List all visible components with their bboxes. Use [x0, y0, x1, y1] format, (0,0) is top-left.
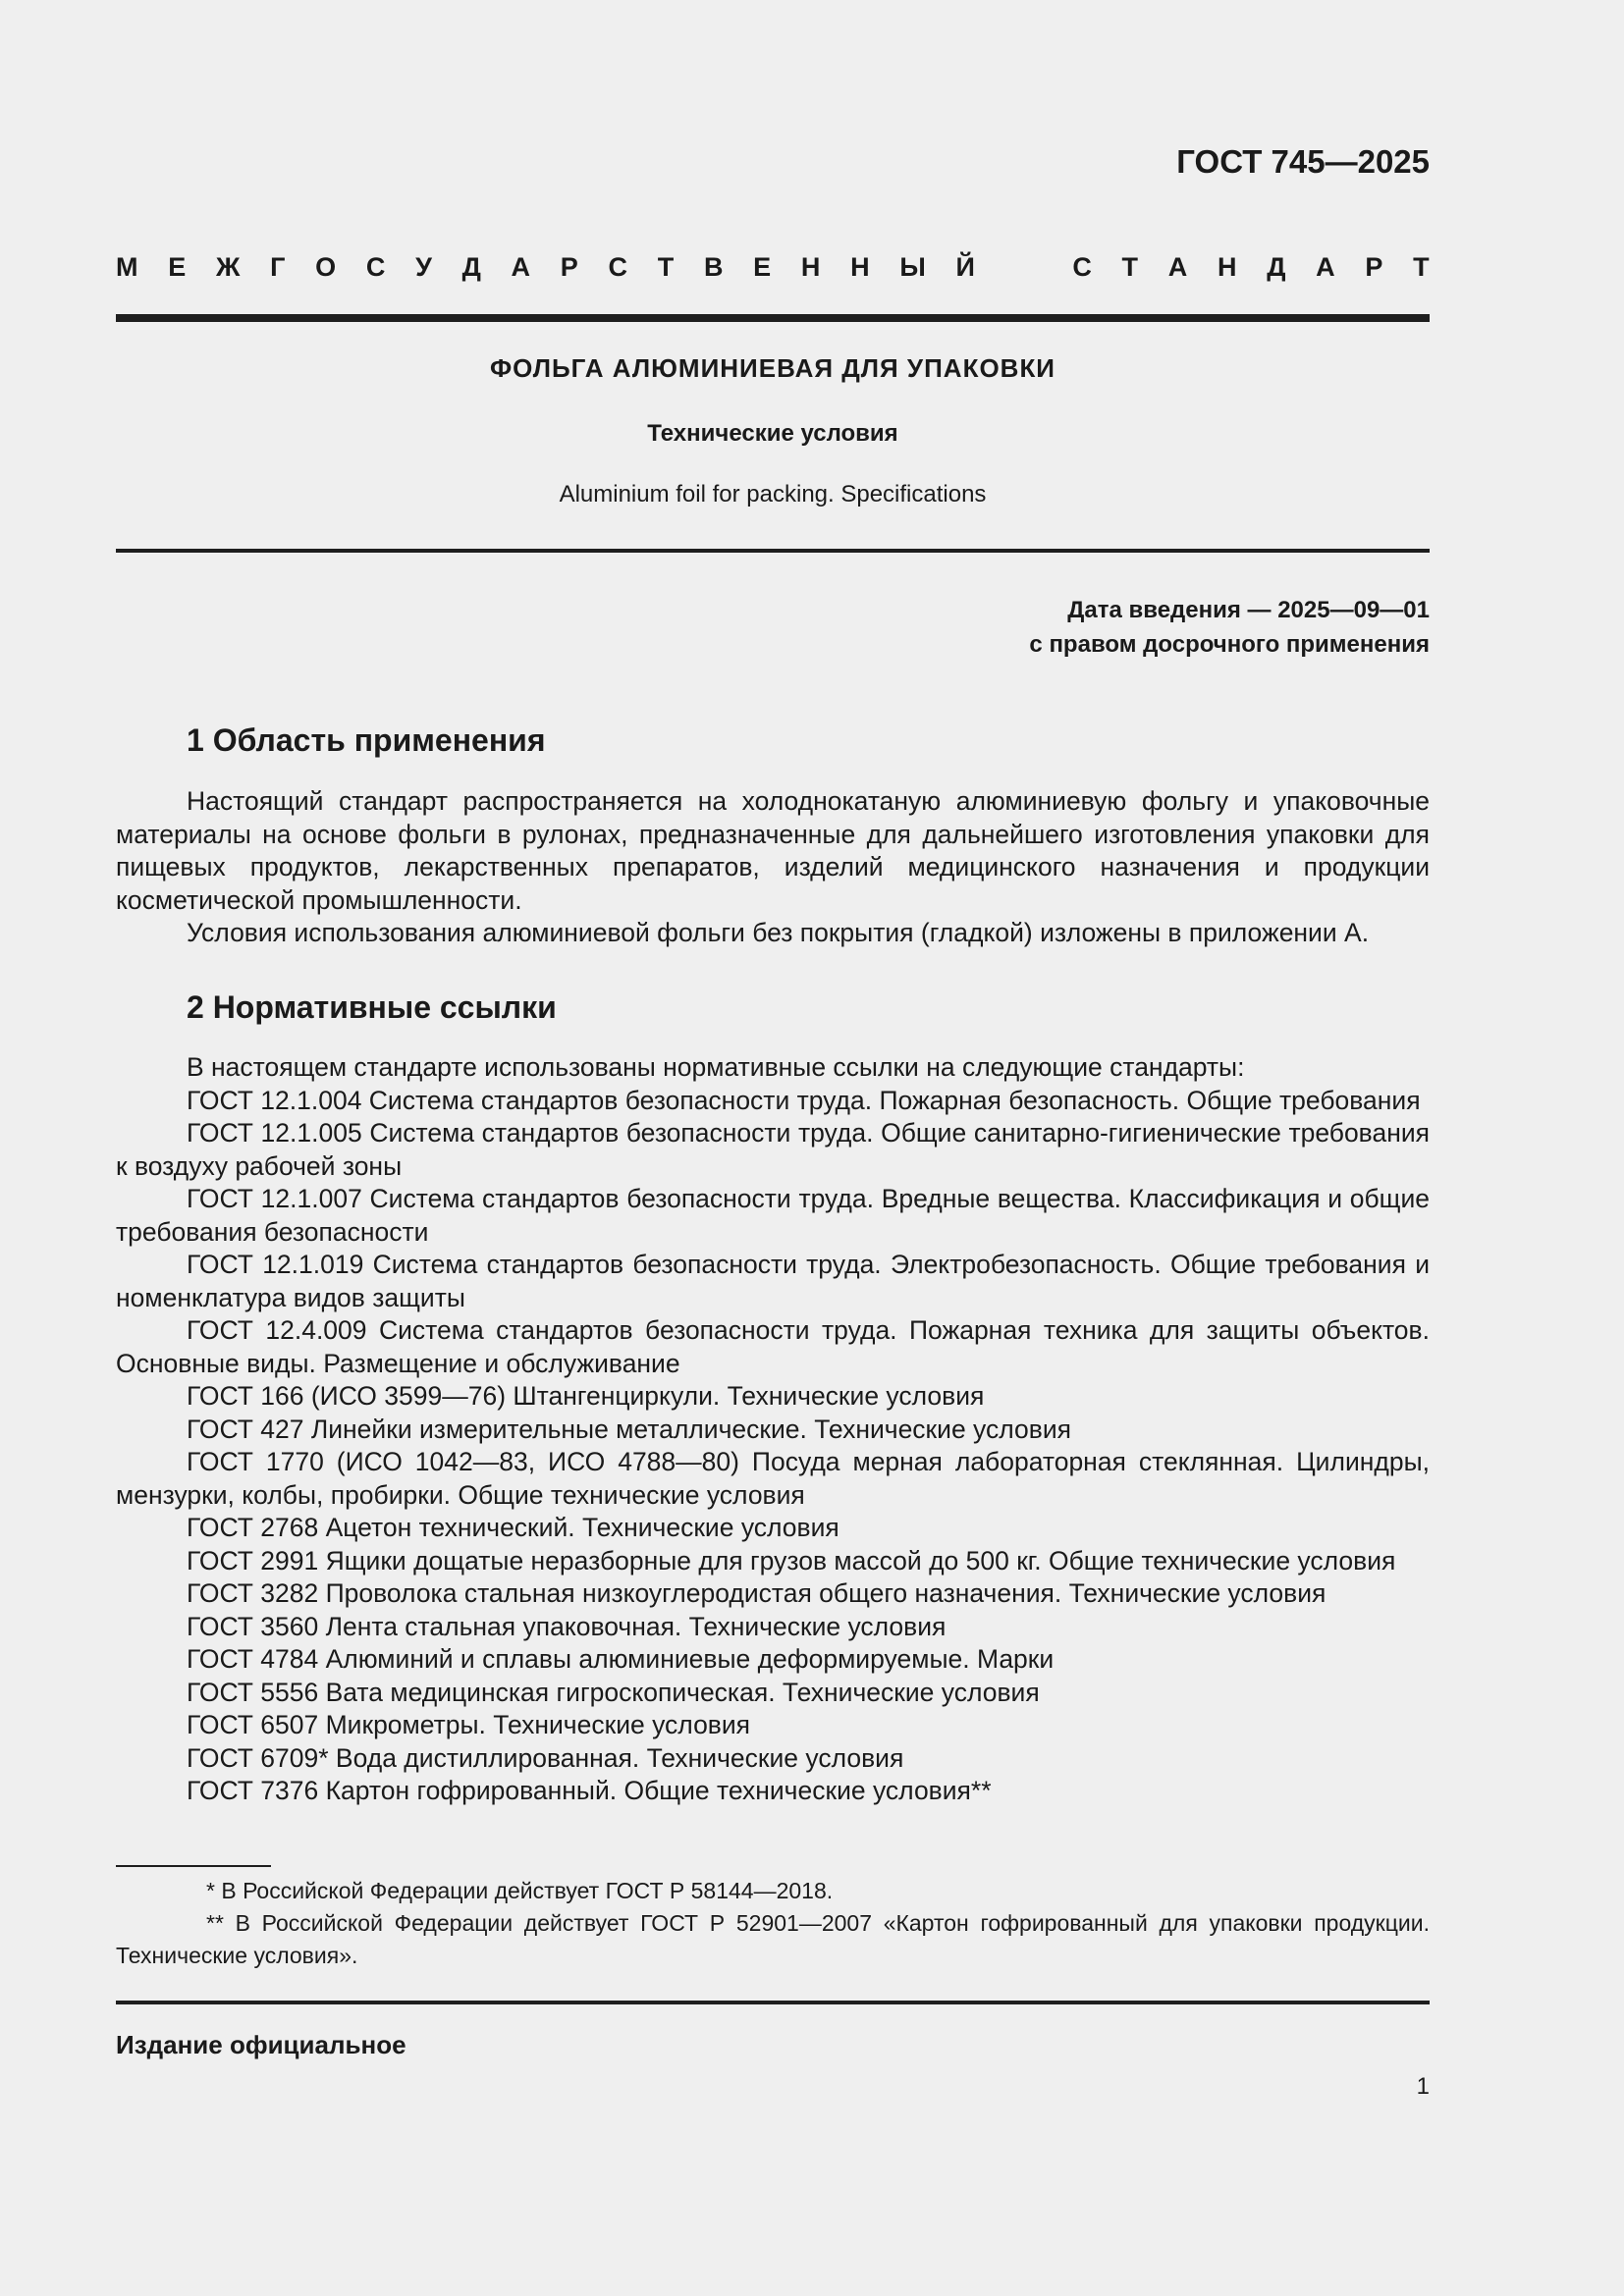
paragraph: Настоящий стандарт распространяется на холоднокатаную алюминиевую фольгу и упаковочные материалы на основе фольги в рулонах, предназначенные для дальнейшего изготовления упаковки для пищевых продуктов, лекарственных препаратов, изделий медицинского назначения и продукции косметической промышленности.: [116, 786, 1430, 915]
banner-letter: Т: [1413, 251, 1430, 282]
reference-item: ГОСТ 12.1.005 Система стандартов безопасности труда. Общие санитарно-гигиенические требования к воздуху рабочей зоны: [116, 1118, 1430, 1181]
banner-letter: Р: [1365, 251, 1383, 282]
banner-letter: О: [315, 251, 337, 282]
banner-letter: А: [511, 251, 531, 282]
footnote: ** В Российской Федерации действует ГОСТ Р 52901—2007 «Картон гофрированный для упаковки продукции. Технические условия».: [116, 1910, 1430, 1968]
official-edition-label: Издание официальное: [116, 2030, 406, 2059]
banner-letter: Ж: [215, 251, 241, 282]
reference-item: ГОСТ 7376 Картон гофрированный. Общие технические условия**: [187, 1776, 992, 1805]
header-rule: [116, 314, 1430, 322]
reference-item: ГОСТ 6709* Вода дистиллированная. Технические условия: [187, 1742, 904, 1773]
page-number: 1: [1416, 2073, 1430, 2100]
banner-letter: М: [116, 251, 138, 282]
paragraph: Условия использования алюминиевой фольги без покрытия (гладкой) изложены в приложении А.: [187, 918, 1370, 947]
reference-item: ГОСТ 4784 Алюминий и сплавы алюминиевые деформируемые. Марки: [187, 1644, 1055, 1674]
reference-item: ГОСТ 5556 Вата медицинская гигроскопическая. Технические условия: [187, 1677, 1040, 1707]
reference-item: ГОСТ 12.1.007 Система стандартов безопасности труда. Вредные вещества. Классификация и общие требования безопасности: [116, 1184, 1430, 1247]
banner-letter: Т: [657, 251, 675, 282]
standard-number: ГОСТ 745—2025: [1176, 143, 1430, 180]
section-1-body: [116, 785, 1430, 950]
title-rule: [116, 549, 1430, 553]
introduction-date: Дата введения — 2025—09—01: [1067, 597, 1430, 623]
reference-item: ГОСТ 3282 Проволока стальная низкоуглеродистая общего назначения. Технические условия: [187, 1578, 1326, 1608]
banner-letter: Н: [850, 251, 870, 282]
banner-letter: В: [703, 251, 724, 282]
reference-item: ГОСТ 2991 Ящики дощатые неразборные для грузов массой до 500 кг. Общие технические условия: [187, 1545, 1396, 1575]
footnote-separator: [116, 1865, 271, 1867]
early-application-note: с правом досрочного применения: [1029, 631, 1430, 658]
banner-letter: Е: [168, 251, 187, 282]
document-subtitle: Технические условия: [647, 420, 898, 447]
reference-item: ГОСТ 166 (ИСО 3599—76) Штангенциркули. Технические условия: [187, 1381, 985, 1411]
introduction-date-block: [742, 593, 1430, 662]
reference-item: ГОСТ 12.1.004 Система стандартов безопасности труда. Пожарная безопасность. Общие требования: [187, 1085, 1421, 1115]
footnotes: [116, 1875, 1430, 1972]
reference-item: ГОСТ 3560 Лента стальная упаковочная. Технические условия: [187, 1611, 947, 1641]
reference-item: ГОСТ 1770 (ИСО 1042—83, ИСО 4788—80) Посуда мерная лабораторная стеклянная. Цилиндры, мензурки, колбы, пробирки. Общие технические условия: [116, 1447, 1430, 1510]
document-title: ФОЛЬГА АЛЮМИНИЕВАЯ ДЛЯ УПАКОВКИ: [489, 353, 1056, 383]
banner-letter: С: [1072, 251, 1092, 282]
reference-item: ГОСТ 2768 Ацетон технический. Технические условия: [187, 1513, 839, 1542]
references-intro: В настоящем стандарте использованы нормативные ссылки на следующие стандарты:: [187, 1052, 1245, 1082]
banner-letter: Д: [461, 251, 481, 282]
banner-letter: Н: [800, 251, 821, 282]
banner-letter: А: [1167, 251, 1188, 282]
section-2-heading: 2 Нормативные ссылки: [187, 989, 557, 1025]
banner-letter: Е: [753, 251, 772, 282]
banner-letter: С: [365, 251, 386, 282]
banner-letter: Д: [1267, 251, 1286, 282]
section-2-body: [116, 1051, 1430, 1808]
banner-letter: Г: [270, 251, 286, 282]
section-1-heading: 1 Область применения: [187, 722, 546, 758]
banner-letter: Р: [560, 251, 578, 282]
reference-item: ГОСТ 12.4.009 Система стандартов безопасности труда. Пожарная техника для защиты объектов. Основные виды. Размещение и обслуживание: [116, 1315, 1430, 1378]
footer-rule: [116, 2001, 1430, 2004]
banner-letter: А: [1316, 251, 1335, 282]
banner-letter: У: [415, 251, 432, 282]
document-title-english: Aluminium foil for packing. Specifications: [559, 481, 987, 507]
reference-item: ГОСТ 427 Линейки измерительные металлические. Технические условия: [187, 1414, 1071, 1444]
footnote: * В Российской Федерации действует ГОСТ Р 58144—2018.: [206, 1878, 834, 1903]
banner-letter: С: [608, 251, 627, 282]
banner-letter: Н: [1217, 251, 1237, 282]
reference-item: ГОСТ 6507 Микрометры. Технические условия: [187, 1710, 751, 1739]
banner-letter: Ы: [899, 251, 926, 282]
reference-item: ГОСТ 12.1.019 Система стандартов безопасности труда. Электробезопасность. Общие требования и номенклатура видов защиты: [116, 1250, 1430, 1312]
interstate-standard-banner: [116, 249, 1430, 285]
banner-letter: Й: [955, 251, 975, 282]
banner-letter: Т: [1121, 251, 1139, 282]
